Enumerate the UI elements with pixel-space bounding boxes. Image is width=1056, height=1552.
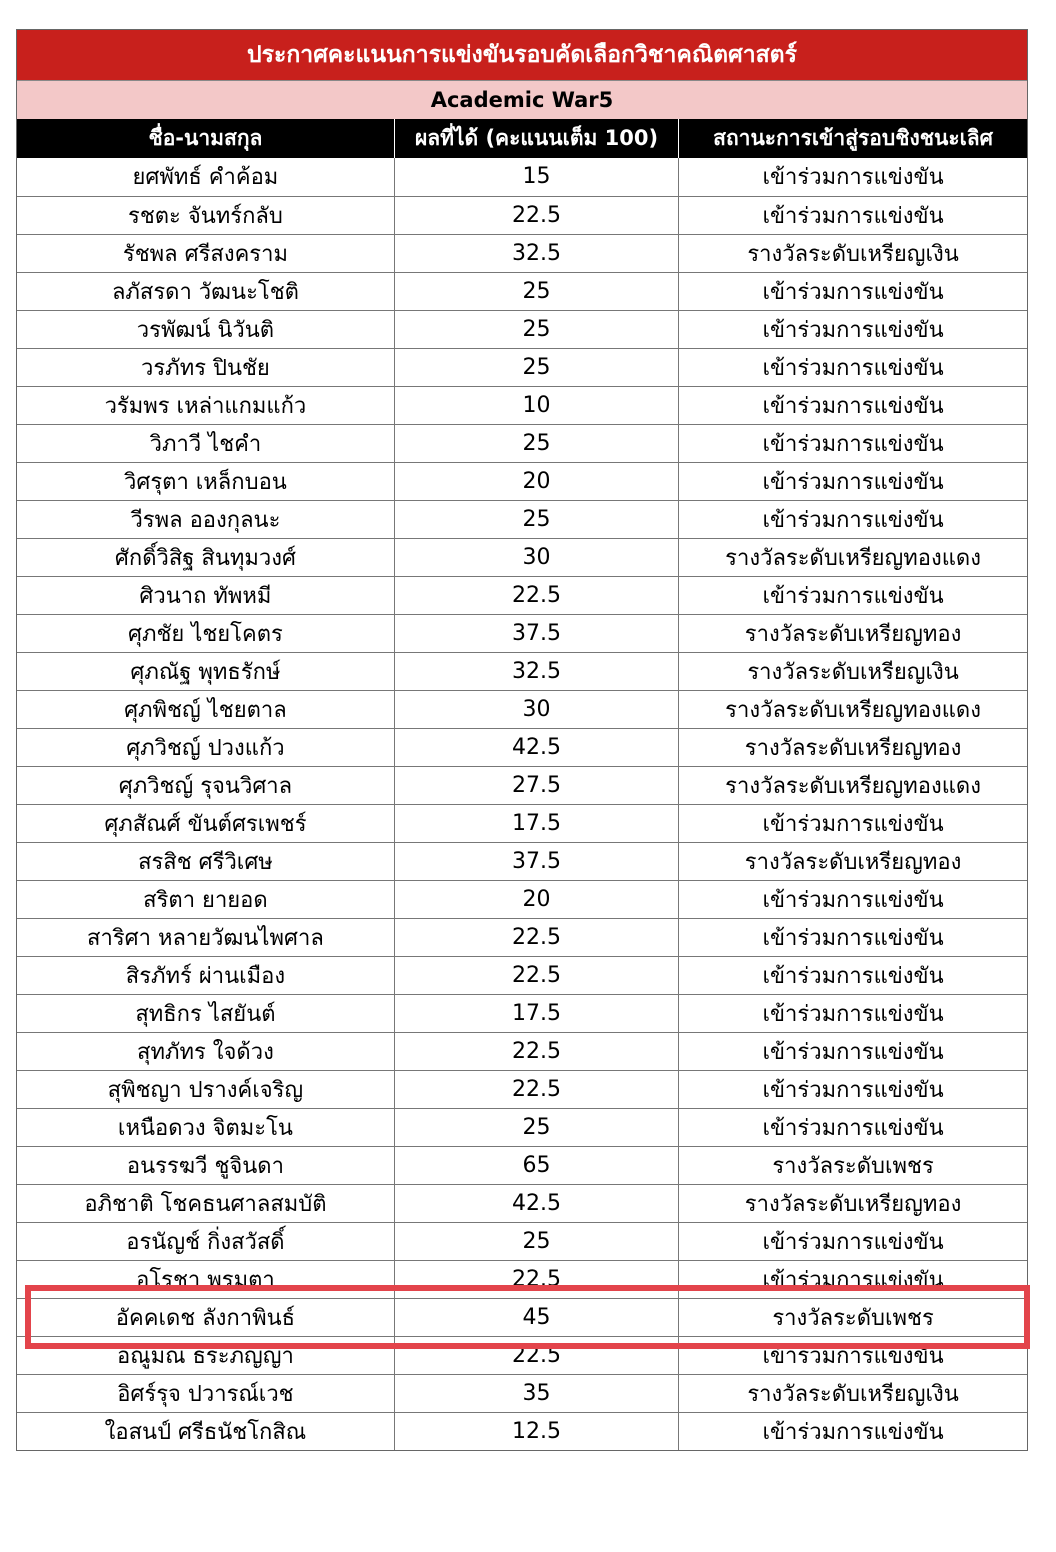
table-row — [17, 424, 1027, 462]
cell-status: รางวัลระดับเหรียญทอง — [679, 1184, 1027, 1222]
cell-score: 22.5 — [394, 1260, 678, 1298]
cell-name: สุทธิกร ไสยันต์ — [17, 994, 394, 1032]
table-row — [17, 994, 1027, 1032]
table-row — [17, 272, 1027, 310]
table-row — [17, 348, 1027, 386]
cell-score: 42.5 — [394, 728, 678, 766]
cell-score: 22.5 — [394, 1032, 678, 1070]
cell-status: เข้าร่วมการแข่งขัน — [679, 918, 1027, 956]
cell-status: รางวัลระดับเหรียญทอง — [679, 728, 1027, 766]
cell-status: เข้าร่วมการแข่งขัน — [679, 1108, 1027, 1146]
table-row — [17, 804, 1027, 842]
table-row — [17, 1336, 1027, 1374]
cell-status: รางวัลระดับเหรียญทองแดง — [679, 690, 1027, 728]
cell-status: เข้าร่วมการแข่งขัน — [679, 576, 1027, 614]
table-row — [17, 1412, 1027, 1450]
table-row — [17, 1108, 1027, 1146]
cell-status: รางวัลระดับเหรียญเงิน — [679, 1374, 1027, 1412]
table-row — [17, 728, 1027, 766]
table-row — [17, 196, 1027, 234]
cell-name: อิศร์รุจ ปวารณ์เวช — [17, 1374, 394, 1412]
cell-name: อณูมณ ธระภญญา — [17, 1336, 394, 1374]
cell-status: เข้าร่วมการแข่งขัน — [679, 424, 1027, 462]
cell-score: 30 — [394, 690, 678, 728]
cell-score: 20 — [394, 462, 678, 500]
cell-score: 25 — [394, 424, 678, 462]
cell-name: ใอสนป์ ศรีธนัชโกสิณ — [104, 1419, 307, 1445]
table-row — [17, 500, 1027, 538]
cell-status: เข้าร่วมการแข่งขัน — [679, 804, 1027, 842]
cell-name: ศุภวิชญ์ รุจนวิศาล — [17, 766, 394, 804]
cell-name: วรัมพร เหล่าแกมแก้ว — [17, 386, 394, 424]
cell-status: รางวัลระดับเหรียญทอง — [679, 842, 1027, 880]
cell-name: อภิชาติ โชคธนศาลสมบัติ — [17, 1184, 394, 1222]
table-row — [17, 310, 1027, 348]
column-header-score: ผลที่ได้ (คะแนนเต็ม 100) — [394, 119, 678, 158]
cell-name: อรนัญช์ กิ่งสวัสดิ์ — [17, 1222, 394, 1260]
table-row — [17, 386, 1027, 424]
cell-status: รางวัลระดับเหรียญเงิน — [679, 234, 1027, 272]
table-row — [17, 1070, 1027, 1108]
cell-status: เข้าร่วมการแข่งขัน — [679, 196, 1027, 234]
cell-score: 35 — [394, 1374, 678, 1412]
cell-score: 65 — [394, 1146, 678, 1184]
cell-score: 22.5 — [394, 1070, 678, 1108]
table-row — [17, 1184, 1027, 1222]
table-row — [17, 1032, 1027, 1070]
cell-status: รางวัลระดับเพชร — [679, 1298, 1027, 1336]
table-row — [17, 1298, 1027, 1336]
cell-name: เหนือดวง จิตมะโน — [17, 1108, 394, 1146]
cell-name: สรสิช ศรีวิเศษ — [17, 842, 394, 880]
cell-name: วิศรุตา เหล็กบอน — [17, 462, 394, 500]
cell-name: สริตา ยายอด — [17, 880, 394, 918]
cell-name: รชตะ จันทร์กลับ — [17, 196, 394, 234]
cell-status: เข้าร่วมการแข่งขัน — [679, 1412, 1027, 1450]
cell-score: 32.5 — [394, 234, 678, 272]
cell-name: ศุภพิชญ์ ไชยตาล — [17, 690, 394, 728]
cell-score: 25 — [394, 1222, 678, 1260]
page-title: ประกาศคะแนนการแข่งขันรอบคัดเลือกวิชาคณิตศาสตร์ — [17, 30, 1027, 80]
cell-score: 25 — [394, 1108, 678, 1146]
table-row — [17, 576, 1027, 614]
cell-name: อัคคเดช ลังกาพินธ์ — [17, 1298, 394, 1336]
cell-score: 25 — [394, 272, 678, 310]
cell-status: เข้าร่วมการแข่งขัน — [679, 994, 1027, 1032]
table-row — [17, 1260, 1027, 1298]
cell-score: 30 — [394, 538, 678, 576]
cell-status: เข้าร่วมการแข่งขัน — [679, 1336, 1027, 1374]
cell-score: 27.5 — [394, 766, 678, 804]
table-row — [17, 956, 1027, 994]
cell-name: อโรชา พรมตา — [17, 1260, 394, 1298]
cell-name: ศุภวิชญ์ ปวงแก้ว — [17, 728, 394, 766]
cell-name: ศุภณัฐ พุทธรักษ์ — [17, 652, 394, 690]
cell-status: เข้าร่วมการแข่งขัน — [679, 348, 1027, 386]
cell-name: ศุภชัย ไชยโคตร — [17, 614, 394, 652]
cell-name: ศิวนาถ ทัพหมี — [17, 576, 394, 614]
table-header-row — [17, 119, 1027, 158]
cell-status: เข้าร่วมการแข่งขัน — [679, 1032, 1027, 1070]
cell-name: วรภัทร ปินชัย — [17, 348, 394, 386]
cell-score: 45 — [394, 1298, 678, 1336]
cell-score: 20 — [394, 880, 678, 918]
cell-score: 37.5 — [394, 614, 678, 652]
cell-status: เข้าร่วมการแข่งขัน — [679, 956, 1027, 994]
results-sheet — [16, 29, 1028, 1451]
cell-name: อนรรฆวี ชูจินดา — [17, 1146, 394, 1184]
cell-name: ลภัสรดา วัฒนะโชติ — [17, 272, 394, 310]
cell-score: 22.5 — [394, 196, 678, 234]
cell-score: 32.5 — [394, 652, 678, 690]
cell-score: 25 — [394, 500, 678, 538]
cell-score: 17.5 — [394, 804, 678, 842]
cell-score: 22.5 — [394, 1336, 678, 1374]
cell-status: เข้าร่วมการแข่งขัน — [679, 272, 1027, 310]
column-header-status: สถานะการเข้าสู่รอบชิงชนะเลิศ — [679, 119, 1027, 158]
table-row — [17, 1374, 1027, 1412]
cell-name: สุพิชญา ปรางค์เจริญ — [17, 1070, 394, 1108]
cell-status: รางวัลระดับเพชร — [679, 1146, 1027, 1184]
event-subtitle: Academic War5 — [17, 80, 1027, 119]
cell-name: ยศพัทธ์ คำค้อม — [17, 158, 394, 196]
cell-score: 25 — [394, 310, 678, 348]
table-row — [17, 1222, 1027, 1260]
cell-score: 25 — [394, 348, 678, 386]
cell-name: สิรภัทร์ ผ่านเมือง — [17, 956, 394, 994]
cell-score: 12.5 — [394, 1412, 678, 1450]
cell-status: เข้าร่วมการแข่งขัน — [679, 310, 1027, 348]
table-row — [17, 918, 1027, 956]
table-row — [17, 462, 1027, 500]
cell-name: วรพัฒน์ นิวันติ — [17, 310, 394, 348]
cell-score: 22.5 — [394, 918, 678, 956]
cell-status: รางวัลระดับเหรียญเงิน — [679, 652, 1027, 690]
table-row — [17, 538, 1027, 576]
cell-name: ศุภสัณศ์ ขันต์ศรเพชร์ — [17, 804, 394, 842]
table-body — [17, 158, 1027, 1450]
table-row — [17, 690, 1027, 728]
table-row — [17, 158, 1027, 196]
cell-score: 42.5 — [394, 1184, 678, 1222]
cell-score: 37.5 — [394, 842, 678, 880]
table-row — [17, 1146, 1027, 1184]
cell-score: 10 — [394, 386, 678, 424]
table-row — [17, 614, 1027, 652]
table-row — [17, 766, 1027, 804]
cell-status: เข้าร่วมการแข่งขัน — [679, 1222, 1027, 1260]
cell-status: รางวัลระดับเหรียญทองแดง — [679, 538, 1027, 576]
results-table — [17, 119, 1027, 1450]
cell-name: วีรพล อองกุลนะ — [17, 500, 394, 538]
cell-score: 15 — [394, 158, 678, 196]
cell-score: 22.5 — [394, 956, 678, 994]
table-row — [17, 880, 1027, 918]
column-header-name: ชื่อ-นามสกุล — [17, 119, 394, 158]
cell-status: เข้าร่วมการแข่งขัน — [679, 1070, 1027, 1108]
cell-status: เข้าร่วมการแข่งขัน — [679, 1260, 1027, 1298]
cell-name: สุทภัทร ใจด้วง — [17, 1032, 394, 1070]
cell-status: เข้าร่วมการแข่งขัน — [679, 500, 1027, 538]
cell-status: เข้าร่วมการแข่งขัน — [679, 386, 1027, 424]
cell-name: สาริศา หลายวัฒนไพศาล — [17, 918, 394, 956]
cell-score: 17.5 — [394, 994, 678, 1032]
cell-status: รางวัลระดับเหรียญทอง — [679, 614, 1027, 652]
cell-status: รางวัลระดับเหรียญทองแดง — [679, 766, 1027, 804]
cell-status: เข้าร่วมการแข่งขัน — [679, 880, 1027, 918]
cell-status: เข้าร่วมการแข่งขัน — [679, 462, 1027, 500]
table-row — [17, 652, 1027, 690]
cell-status: เข้าร่วมการแข่งขัน — [679, 158, 1027, 196]
cell-name: รัชพล ศรีสงคราม — [17, 234, 394, 272]
table-row — [17, 842, 1027, 880]
table-row — [17, 234, 1027, 272]
cell-name: ศักดิ์วิสิฐ สินทุมวงศ์ — [17, 538, 394, 576]
cell-name: วิภาวี ไชคำ — [17, 424, 394, 462]
cell-score: 22.5 — [394, 576, 678, 614]
